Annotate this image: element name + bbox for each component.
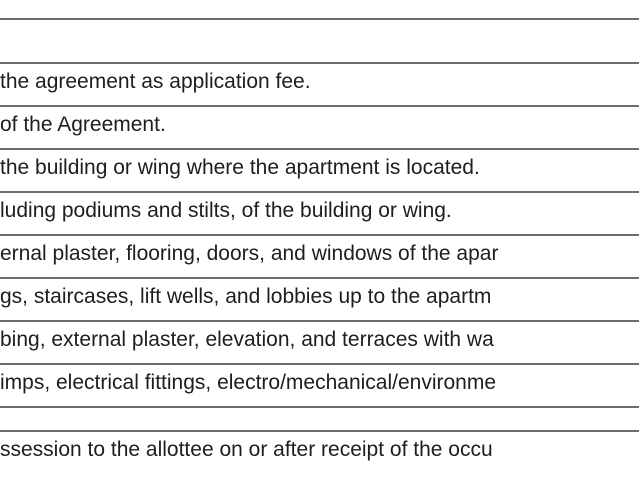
table-row	[0, 430, 639, 480]
row-text: ernal plaster, flooring, doors, and windows of the apar	[0, 242, 499, 265]
row-text: imps, electrical fittings, electro/mechanical/environme	[0, 371, 497, 394]
table-row	[0, 277, 639, 320]
table-row	[0, 148, 639, 191]
table-row	[0, 320, 639, 363]
table-row	[0, 191, 639, 234]
table-row	[0, 363, 639, 406]
row-text: of the Agreement.	[0, 113, 166, 136]
row-text: bing, external plaster, elevation, and terraces with wa	[0, 328, 494, 351]
row-text: luding podiums and stilts, of the building or wing.	[0, 199, 452, 222]
row-text: the building or wing where the apartment is located.	[0, 156, 480, 179]
row-text: the agreement as application fee.	[0, 70, 311, 93]
table-row	[0, 18, 639, 62]
table-row	[0, 234, 639, 277]
table-row	[0, 406, 639, 430]
table-row	[0, 105, 639, 148]
row-text: gs, staircases, lift wells, and lobbies up to the apartm	[0, 285, 492, 308]
row-text: ssession to the allottee on or after receipt of the occu	[0, 438, 493, 461]
table-row	[0, 62, 639, 105]
